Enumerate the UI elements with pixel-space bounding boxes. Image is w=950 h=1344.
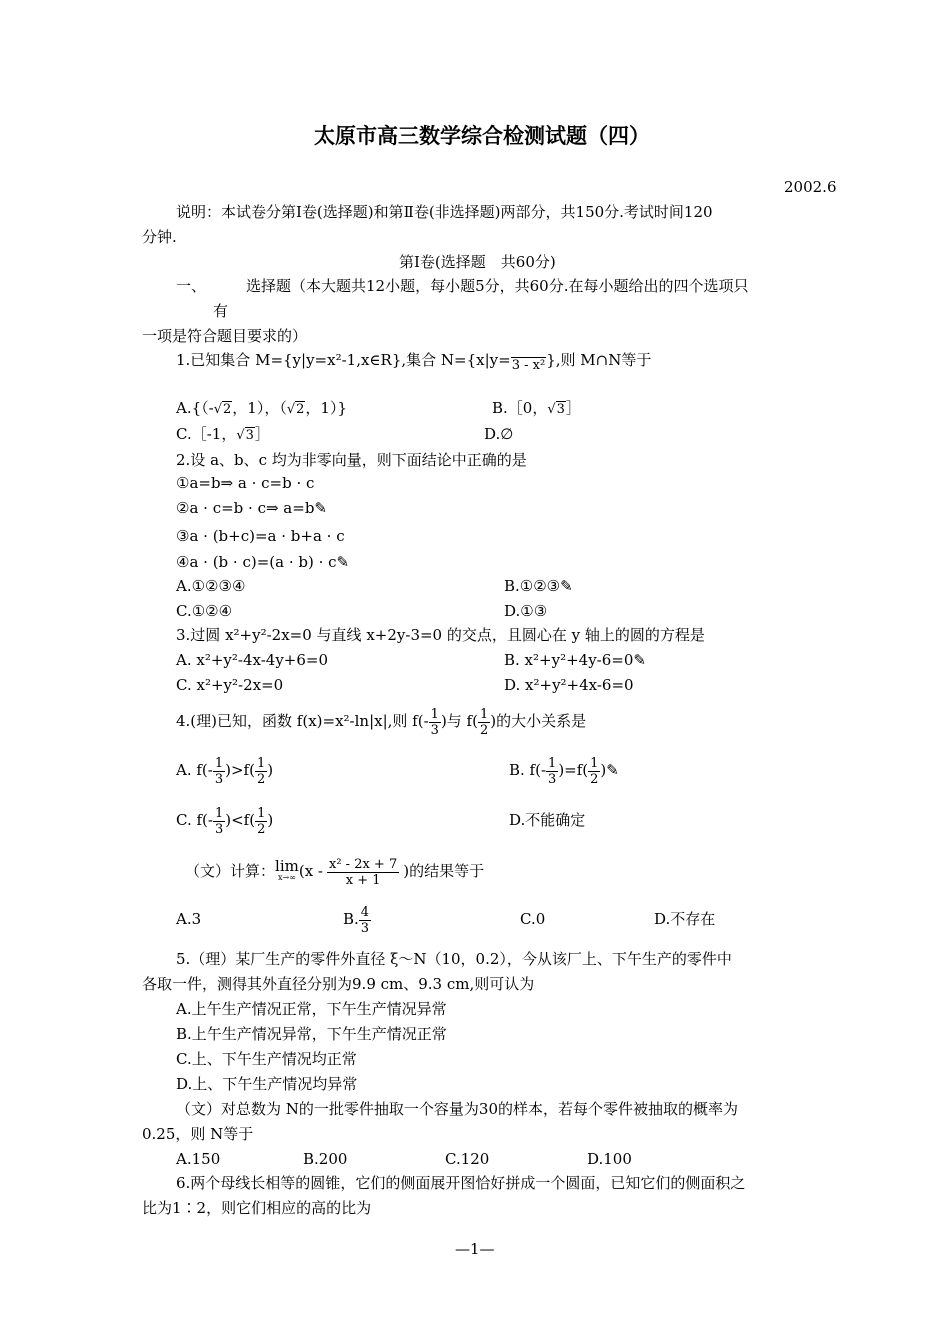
scribble-mark-icon: ✎: [336, 553, 350, 571]
q5-wen-option-d: D.100: [587, 1150, 632, 1168]
q2-statement-2: ②a · c=b · c⇒ a=b✎: [176, 499, 327, 517]
q4-wen-option-c: C.0: [520, 910, 546, 928]
q2-option-a: A.①②③④: [176, 577, 246, 595]
q4-wen-option-a: A.3: [176, 910, 202, 928]
section-heading-cont: 一项是符合题目要求的）: [142, 327, 308, 345]
q4-option-a: A. f(- $\frac{1}{3}$ )>f( $\frac{1}{2}$ ): [176, 755, 274, 787]
section-heading: 选择题（本大题共12小题，每小题5分，共60分.在每小题给出的四个选项只: [246, 277, 749, 295]
q5-option-d: D.上、下午生产情况均异常: [176, 1075, 358, 1093]
intro-line-2: 分钟.: [142, 228, 177, 246]
q2-option-d: D.①③: [504, 602, 548, 620]
q1-option-a: A.{（-√2，1），（√2，1）}: [176, 399, 348, 417]
q1-stem: 1.已知集合 M={y|y=x²-1,x∈R},集合 $N=\{x|y=_{3 - x^2}\}$,则 M∩N等于: [176, 351, 652, 373]
q5-wen-option-a: A.150: [176, 1150, 221, 1168]
q5-option-a: A.上午生产情况正常，下午生产情况异常: [176, 1000, 447, 1018]
q5-option-c: C.上、下午生产情况均正常: [176, 1050, 357, 1068]
q1-option-c: C.［-1，√3］: [176, 425, 270, 443]
q4-option-d: D.不能确定: [509, 811, 586, 829]
q4-wen-option-b: B. $\frac{4}{3}$: [343, 904, 370, 936]
page-title: 太原市高三数学综合检测试题（四）: [314, 124, 650, 148]
q2-statement-4: ④a · (b · c)=(a · b) · c✎: [176, 553, 350, 571]
section-heading-wrap: 有: [213, 302, 229, 320]
q2-statement-3: ③a · (b+c)=a · b+a · c: [176, 527, 345, 545]
intro-line-1: 说明：本试卷分第Ⅰ卷(选择题)和第Ⅱ卷(非选择题)两部分，共150分.考试时间120: [176, 203, 713, 221]
q5-stem-2: 各取一件，测得其外直径分别为9.9 cm、9.3 cm,则可认为: [142, 975, 535, 993]
q6-stem-1: 6.两个母线长相等的圆锥，它们的侧面展开图恰好拼成一个圆面，已知它们的侧面积之: [176, 1174, 746, 1192]
q5-wen-option-c: C.120: [445, 1150, 490, 1168]
page-number: —1—: [455, 1240, 495, 1258]
q5-wen-stem-2: 0.25，则 N等于: [142, 1125, 254, 1143]
q5-wen-option-b: B.200: [303, 1150, 348, 1168]
scribble-mark-icon: ✎: [560, 577, 573, 595]
scribble-mark-icon: ✎: [606, 761, 619, 779]
q6-stem-2: 比为1∶2，则它们相应的高的比为: [142, 1199, 372, 1217]
q2-stem: 2.设 a、b、c 均为非零向量，则下面结论中正确的是: [176, 451, 527, 469]
q2-option-c: C.①②④: [176, 602, 233, 620]
q5-option-b: B.上午生产情况异常，下午生产情况正常: [176, 1025, 447, 1043]
q4-option-b: B. f(- $\frac{1}{3}$ )=f( $\frac{1}{2}$ )✎: [509, 755, 619, 787]
q1-option-b: B.［0，√3］: [492, 399, 581, 417]
q2-statement-1: ①a=b⇒ a · c=b · c: [176, 474, 315, 492]
q1-option-d: D.∅: [484, 425, 514, 443]
q3-option-c: C. x²+y²-2x=0: [176, 676, 284, 694]
q3-option-d: D. x²+y²+4x-6=0: [504, 676, 634, 694]
q4-wen-option-d: D.不存在: [654, 910, 716, 928]
exam-date: 2002.6: [784, 178, 837, 196]
q5-stem-1: 5.（理）某厂生产的零件外直径 ξ～N（10，0.2），今从该厂上、下午生产的零件中: [176, 950, 732, 968]
q2-option-b: B.①②③✎: [504, 577, 573, 595]
q3-option-a: A. x²+y²-4x-4y+6=0: [176, 651, 329, 669]
section-number: 一、: [176, 277, 207, 295]
q3-option-b: B. x²+y²+4y-6=0✎: [504, 651, 646, 669]
volume-heading: 第Ⅰ卷(选择题 共60分): [399, 253, 556, 271]
q4-stem: 4.(理)已知，函数 f(x)=x²-ln|x|,则 f(- $\frac{1}{3}$ )与 f( $\frac{1}{2}$ )的大小关系是: [176, 706, 587, 738]
q4-option-c: C. f(- $\frac{1}{3}$ )<f( $\frac{1}{2}$ ): [176, 805, 274, 837]
q1-radical: 3 - x²: [511, 358, 546, 373]
scribble-mark-icon: ✎: [633, 651, 646, 669]
q4-wen-stem: （文）计算：lim x→∞ (x - $\frac{\text{x² - 2x + 7}}{x + 1}$ )的结果等于: [185, 856, 485, 888]
q3-stem: 3.过圆 x²+y²-2x=0 与直线 x+2y-3=0 的交点，且圆心在 y 轴上的圆的方程是: [176, 626, 705, 644]
scribble-mark-icon: ✎: [314, 499, 327, 517]
q5-wen-stem-1: （文）对总数为 N的一批零件抽取一个容量为30的样本，若每个零件被抽取的概率为: [176, 1100, 738, 1118]
